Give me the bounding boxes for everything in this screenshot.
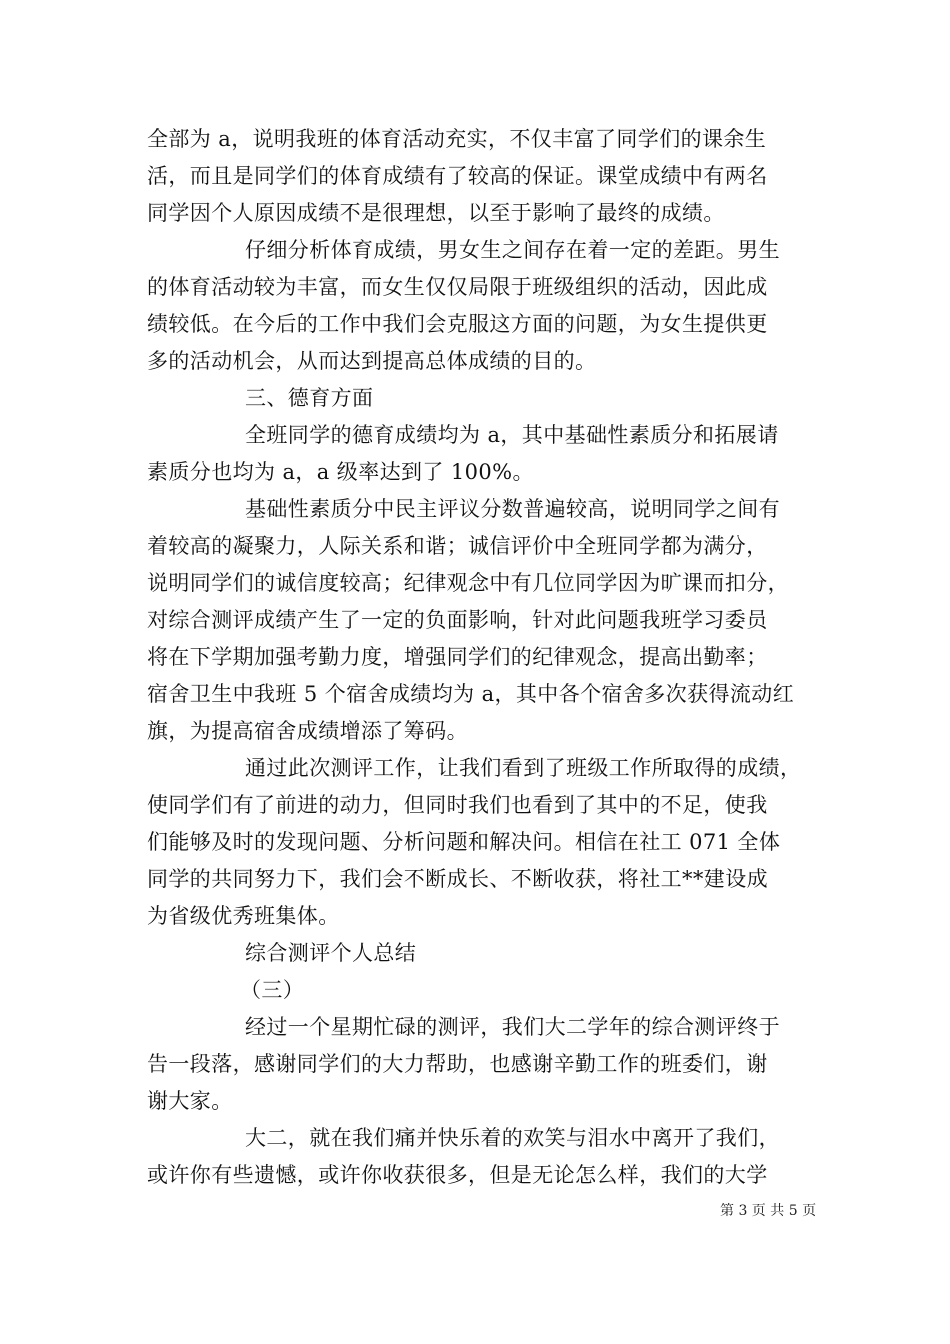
text-line: 谢大家。 (147, 1089, 233, 1113)
paragraph-first-line: 经过一个星期忙碌的测评，我们大二学年的综合测评终于 (245, 1015, 780, 1039)
text-line: 们能够及时的发现问题、分析问题和解决问。相信在社工 071 全体 (147, 830, 781, 854)
paragraph-first-line: 基础性素质分中民主评议分数普遍较高，说明同学之间有 (245, 497, 780, 521)
text-line: 对综合测评成绩产生了一定的负面影响，针对此问题我班学习委员 (147, 608, 768, 632)
text-line: 同学因个人原因成绩不是很理想，以至于影响了最终的成绩。 (147, 201, 725, 225)
text-line: 同学的共同努力下，我们会不断成长、不断收获，将社工**建设成 (147, 867, 768, 891)
text-line: 多的活动机会，从而达到提高总体成绩的目的。 (147, 349, 597, 373)
paragraph-first-line: 仔细分析体育成绩，男女生之间存在着一定的差距。男生 (245, 238, 780, 262)
text-line: 绩较低。在今后的工作中我们会克服这方面的问题，为女生提供更 (147, 312, 768, 336)
text-line: 宿舍卫生中我班 5 个宿舍成绩均为 a，其中各个宿舍多次获得流动红 (147, 682, 795, 706)
text-line: 告一段落，感谢同学们的大力帮助，也感谢辛勤工作的班委们，谢 (147, 1052, 768, 1076)
subtitle: 综合测评个人总结 (245, 941, 417, 965)
page-number-footer: 第 3 页 共 5 页 (720, 1203, 817, 1219)
text-line: 说明同学们的诚信度较高；纪律观念中有几位同学因为旷课而扣分， (147, 571, 789, 595)
text-line: 全部为 a，说明我班的体育活动充实，不仅丰富了同学们的课余生 (147, 127, 767, 151)
paragraph-first-line: 大二，就在我们痛并快乐着的欢笑与泪水中离开了我们， (245, 1126, 780, 1150)
text-line: 将在下学期加强考勤力度，增强同学们的纪律观念，提高出勤率； (147, 645, 768, 669)
text-line: 为省级优秀班集体。 (147, 904, 340, 928)
text-line: 着较高的凝聚力，人际关系和谐；诚信评价中全班同学都为满分， (147, 534, 768, 558)
subtitle-number: （三） (240, 978, 305, 1002)
text-line: 使同学们有了前进的动力，但同时我们也看到了其中的不足，使我 (147, 793, 768, 817)
paragraph-first-line: 全班同学的德育成绩均为 a，其中基础性素质分和拓展请 (245, 423, 779, 447)
text-line: 活，而且是同学们的体育成绩有了较高的保证。课堂成绩中有两名 (147, 164, 768, 188)
text-line: 或许你有些遗憾，或许你收获很多，但是无论怎么样，我们的大学 (147, 1163, 768, 1187)
text-line: 素质分也均为 a，a 级率达到了 100%。 (147, 460, 534, 484)
text-line: 旗，为提高宿舍成绩增添了筹码。 (147, 719, 468, 743)
section-heading: 三、德育方面 (245, 386, 374, 410)
paragraph-first-line: 通过此次测评工作，让我们看到了班级工作所取得的成绩， (245, 756, 802, 780)
text-line: 的体育活动较为丰富，而女生仅仅局限于班级组织的活动，因此成 (147, 275, 768, 299)
